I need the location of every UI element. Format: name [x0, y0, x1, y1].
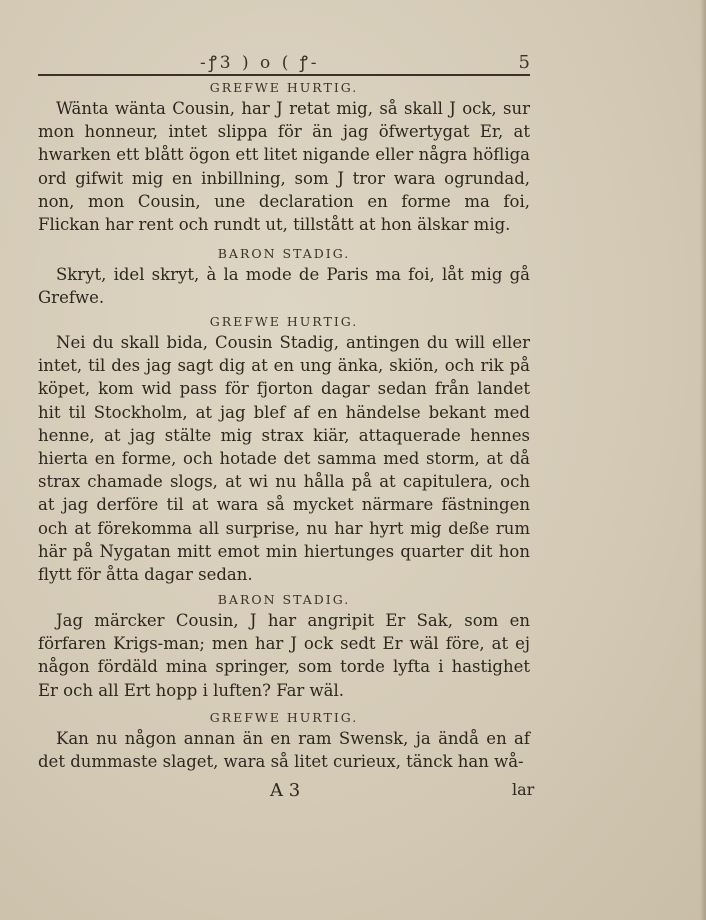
speech-5 [38, 710, 530, 773]
speaker-name: GREFWE HURTIG. [209, 314, 359, 329]
speech-3 [38, 314, 530, 586]
page-number: 5 [518, 52, 530, 73]
speech-text: Jag märcker Cousin, J har angripit Er Sak, som en förfaren Krigs-man; men har J ock sedt Er wäl före, at ej någon fördäld mina springer, som torde lyfta i hastighet Er och all Ert hopp i luften? Far wäl. [38, 611, 530, 700]
speech-text: Skryt, idel skryt, à la mode de Paris ma foi, låt mig gå Grefwe. [38, 265, 530, 308]
speech-4 [38, 592, 530, 702]
speech-1 [38, 80, 530, 236]
page-edge-shadow [700, 0, 706, 920]
signature-mark: A 3 [270, 780, 301, 801]
speaker-name: GREFWE HURTIG. [209, 710, 359, 725]
speech-text: Nei du skall bida, Cousin Stadig, antingen du will eller intet, til des jag sagt dig at en ung änka, skiön, och rik på köpet, kom wid pass för fjorton dagar sedan från landet hit til Stockholm, at jag blef af en händelse bekant med henne, at jag stälte mig strax kiär, attaquerade hennes hierta en forme, och hotade det samma med storm, at då strax chamade slogs, at wi nu hålla på at capitulera, och at jag derföre til at wara så mycket närmare fästningen och at förekomma all surprise, nu har hyrt mig deße rum här på Nygatan mitt emot min hiertunges quarter dit hon flytt för åtta dagar sedan. [38, 333, 530, 585]
head-ornament: -ꝭ3 ) o ( ꝭ- [200, 53, 320, 73]
speaker-name: GREFWE HURTIG. [209, 80, 359, 95]
running-head [38, 50, 530, 74]
speaker-name: BARON STADIG. [217, 592, 351, 607]
speaker-name: BARON STADIG. [217, 246, 351, 261]
catchword: lar [512, 780, 535, 799]
speech-text: Wänta wänta Cousin, har J retat mig, så skall J ock, sur mon honneur, intet slippa för än jag öfwertygat Er, at hwarken ett blått ögon ett litet nigande eller några höfliga ord gifwit mig en inbillning, som J tror wara ogrundad, non, mon Cousin, une declaration en forme ma foi, Flickan har rent och rundt ut, tillstått at hon älskar mig. [38, 99, 530, 235]
speech-2 [38, 246, 530, 309]
header-rule [38, 74, 530, 76]
speech-text: Kan nu någon annan än en ram Swensk, ja ändå en af det dummaste slaget, wara så litet curieux, tänck han wå- [38, 729, 530, 772]
